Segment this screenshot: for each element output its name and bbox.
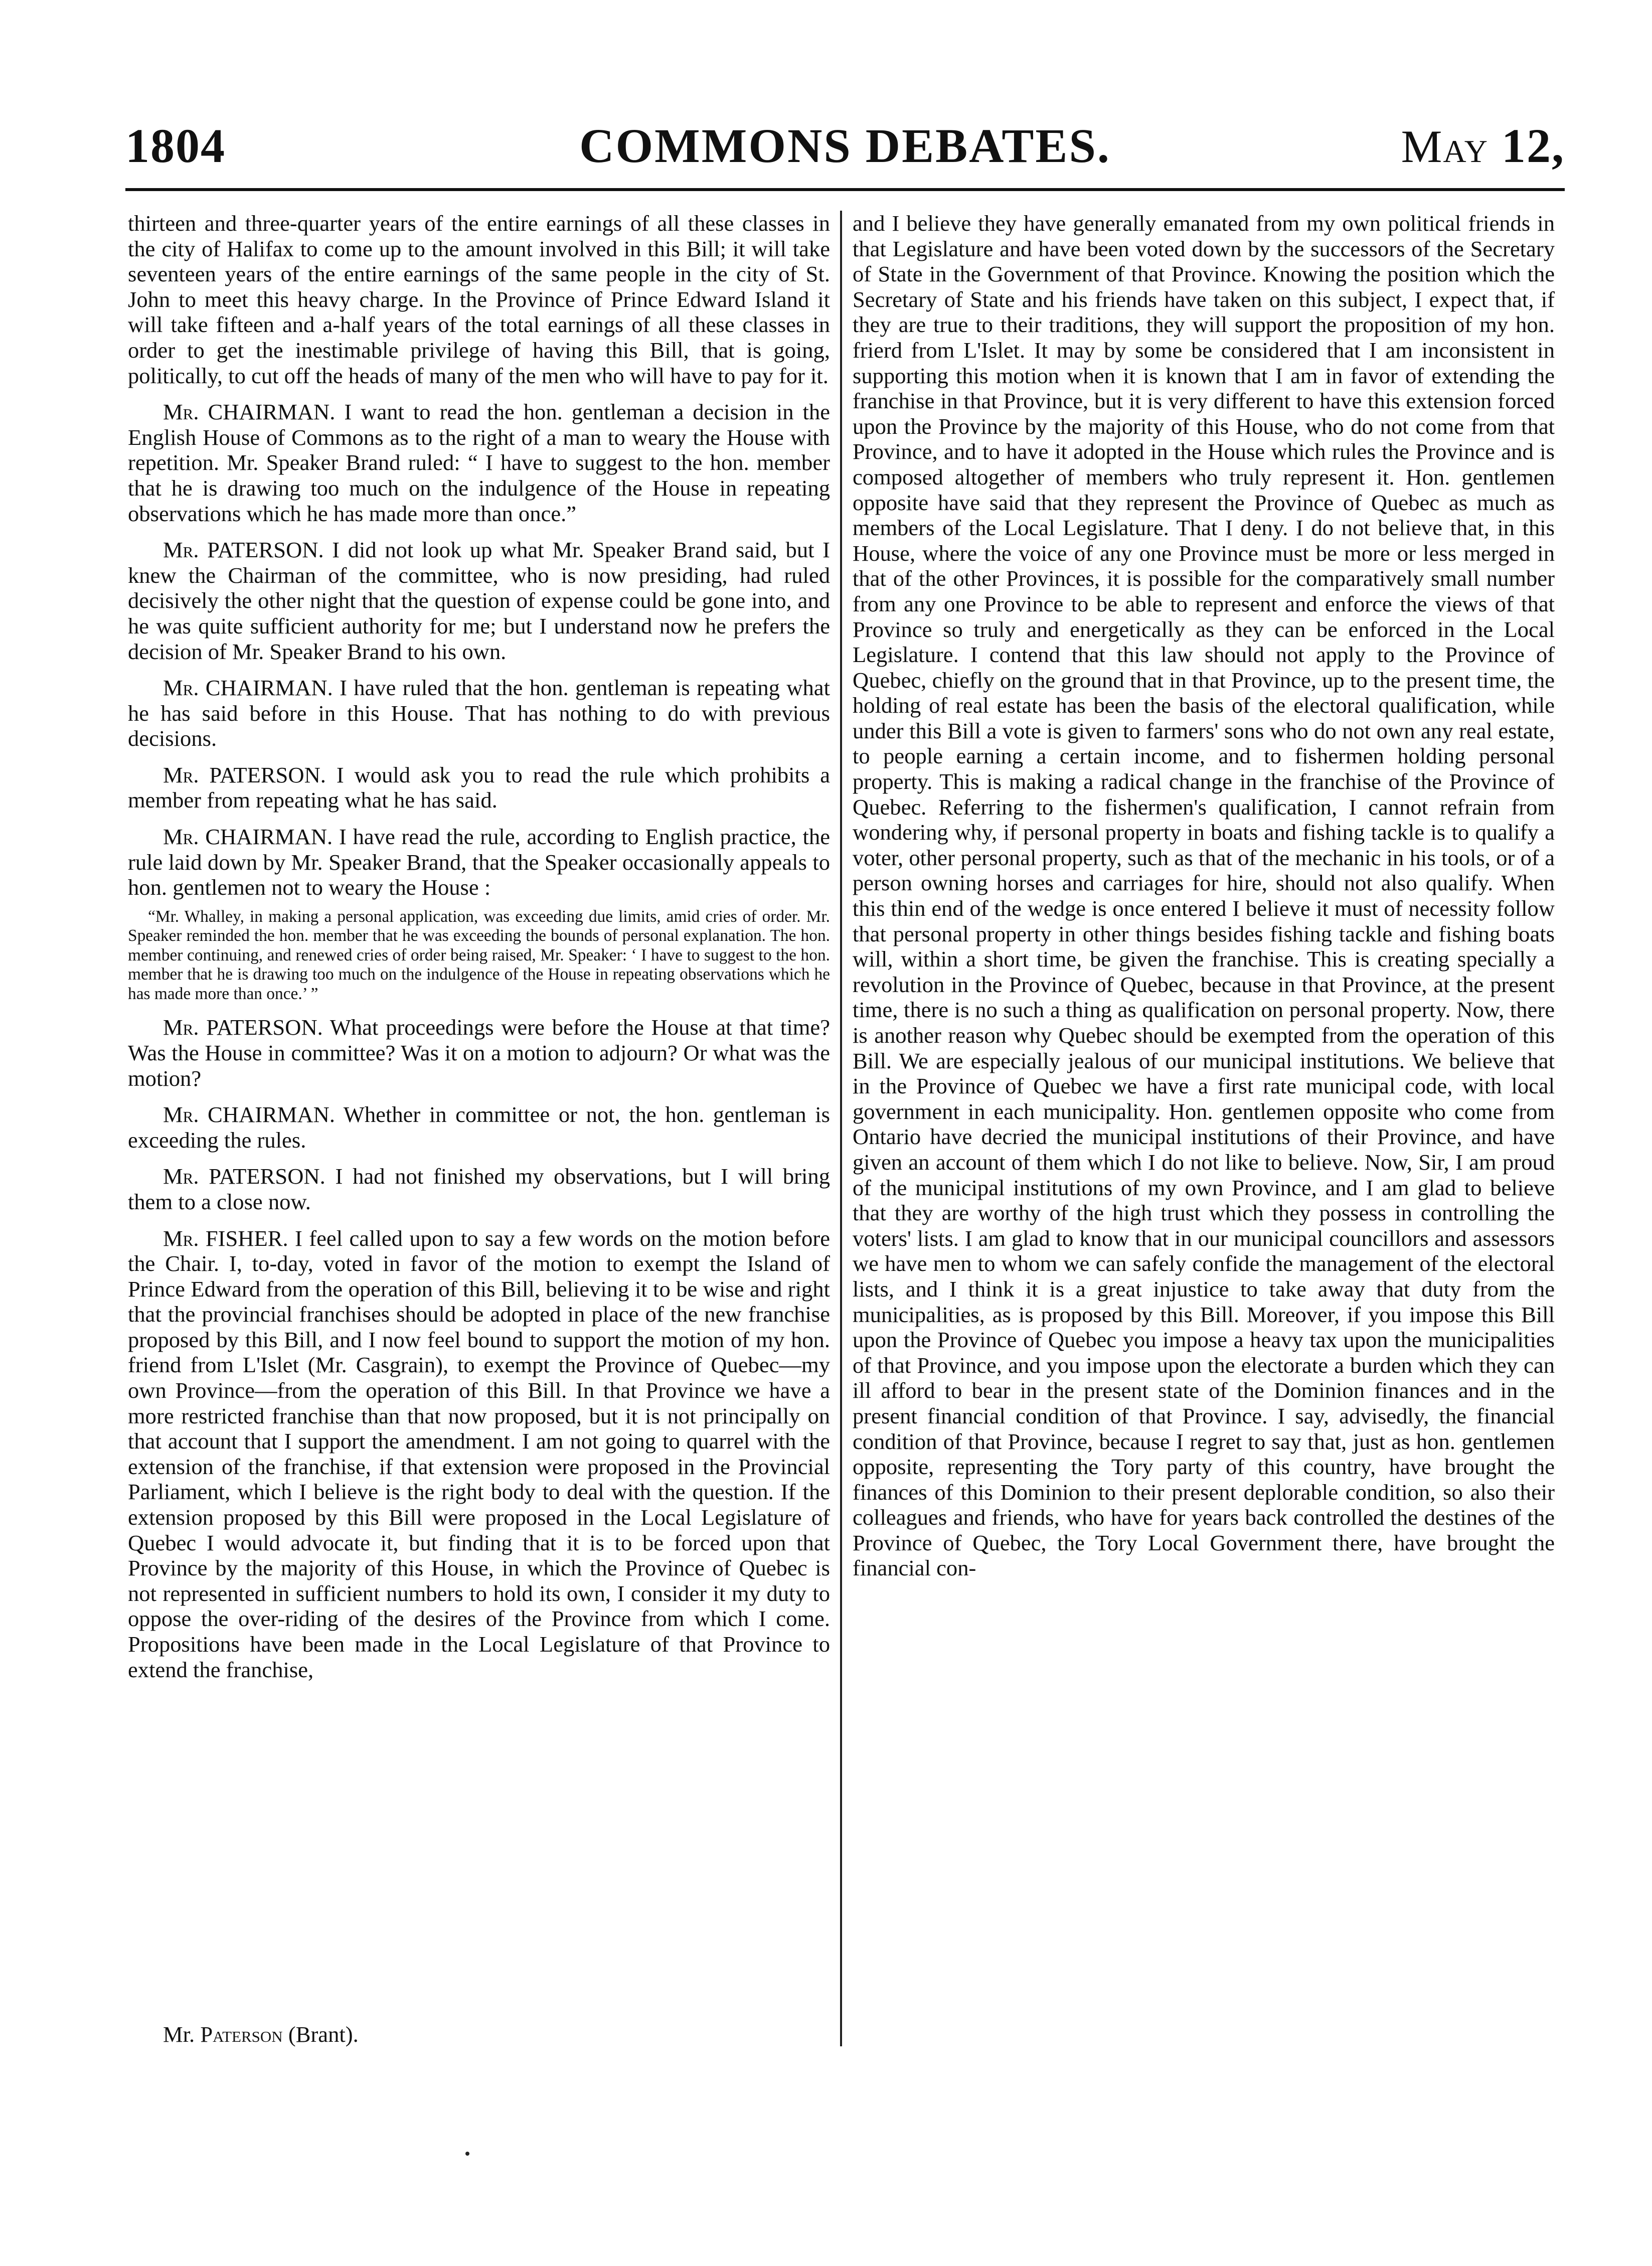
speech-text: I did not look up what Mr. Speaker Brand said, but I knew the Chairman of the committee, who is now presiding, had ruled decisively the other night that the question of expense could be gone into, and he was quite sufficient authority for me; but I understand now he prefers the decision of Mr. Speaker Brand to his own.	[128, 537, 830, 664]
speaker-name: Mr. PATERSON.	[163, 1015, 323, 1040]
speech-text: I feel called upon to say a few words on the motion before the Chair. I, to-day, voted in favor of the motion to exempt the Island of Prince Edward from the operation of this Bill, believing it to be wise and right that the provincial franchises should be adopted in place of the new franchise proposed by this Bill, and I now feel bound to support the motion of my hon. friend from L'Islet (Mr. Casgrain), to exempt the Province of Quebec—my own Province—from the operation of this Bill. In that Province we have a more restricted franchise than that now proposed, but it is not principally on that account that I support the amendment. I am not going to quarrel with the extension of the franchise, if that extension were proposed in the Provincial Parliament, which I believe is the right body to deal with the question. If the extension proposed by this Bill were proposed in the Local Legislature of Quebec I would advocate it, but finding that it is to be forced upon that Province by the majority of this House, in which the Province of Quebec is not represented in sufficient numbers to hold its own, I consider it my duty to oppose the over-riding of the desires of the Province from which I come. Propositions have been made in the Local Legislature of that Province to extend the franchise,	[128, 1225, 830, 1682]
header-date	[1401, 118, 1565, 174]
speech-text: What proceedings were before the House at that time? Was the House in committee? Was it on a motion to adjourn? Or what was the motion?	[128, 1015, 830, 1091]
speech-paragraph	[128, 675, 830, 751]
speech-paragraph	[128, 824, 830, 900]
speech-text: I would ask you to read the rule which prohibits a member from repeating what he has said.	[128, 762, 830, 813]
speech-text: and I believe they have generally emanated from my own political friends in that Legislature and have been voted down by the successors of the Secretary of State in the Government of that Province. Knowing the position which the Secretary of State and his friends have taken on this subject, I expect that, if they are true to their traditions, they will support the proposition of my hon. frierd from L'Islet. It may by some be considered that I am inconsistent in supporting this motion when it is known that I am in favor of extending the franchise in that Province, but it is very different to have this extension forced upon the Province by the majority of this House, who do not come from that Province, and to have it adopted in the House which rules the Province and is composed altogether of members who truly represent it. Hon. gentlemen opposite have said that they represent the Province of Quebec as much as members of the Local Legislature. That I deny. I do not believe that, in this House, where the voice of any one Province must be more or less merged in that of the other Provinces, it is possible for the comparatively small number from any one Province to be able to represent and enforce the views of that Province so truly and energetically as they can be enforced in the Local Legislature. I contend that this law should not apply to the Province of Quebec, chiefly on the ground that in that Province, up to the present time, the holding of real estate has been the basis of the electoral qualification, while under this Bill a vote is given to farmers' sons who do not own any real estate, to people earning a certain income, and to fishermen holding personal property. This is making a radical change in the franchise of the Province of Quebec. Referring to the fishermen's qualification, I cannot refrain from wondering why, if personal property in boats and fishing tackle is to qualify a voter, other personal property, such as that of the mechanic in his tools, or of a person owning horses and carriages for hire, should not also qualify. When this thin end of the wedge is once entered I believe it must of necessity follow that personal property in other things besides fishing tackle and fishing boats will, within a short time, be given the franchise. This is creating specially a revolution in the Province of Quebec, because in that Province, at the present time, there is no such a thing as qualification on personal property. Now, there is another reason why Quebec should be exempted from the operation of this Bill. We are especially jealous of our municipal institutions. We believe that in the Province of Quebec we have a first rate municipal code, with local government in each municipality. Hon. gentlemen opposite who come from Ontario have decried the municipal institutions of their Province, and have given an account of them which I do not like to believe. Now, Sir, I am proud of the municipal institutions of my own Province, and I am glad to believe that they are worthy of the high trust which they possess in controlling the voters' lists. I am glad to know that in our municipal councillors and assessors we have men to whom we can safely confide the management of the electoral lists, and I think it is a great injustice to take away that duty from the municipalities, as is proposed by this Bill. Moreover, if you impose this Bill upon the Province of Quebec you impose a heavy tax upon the municipalities of that Province, and you impose upon the electorate a burden which they can ill afford to bear in the present state of the Dominion finances and in the present financial condition of that Province. I say, advisedly, the financial condition of that Province, because I regret to say that, just as hon. gentlemen opposite, representing the Tory party of this country, have brought the finances of this Dominion to their present deplorable condition, so also their colleagues and friends, who have for years back controlled the destines of the Province of Quebec, the Tory Local Government there, have brought the financial con-	[853, 211, 1555, 1581]
footer-name: Paterson	[200, 2022, 283, 2047]
speech-text: I have ruled that the hon. gentleman is repeating what he has said before in this House. That has nothing to do with previous decisions.	[128, 675, 830, 751]
speaker-name: Mr. PATERSON.	[163, 537, 324, 563]
quoted-passage	[128, 907, 830, 1004]
continued-paragraph	[128, 211, 830, 388]
speaker-name: Mr. CHAIRMAN.	[163, 675, 333, 701]
speaker-name: Mr. PATERSON.	[163, 762, 326, 787]
page-number: 1804	[125, 119, 226, 173]
speech-text: Whether in committee or not, the hon. gentleman is exceeding the rules.	[128, 1102, 830, 1153]
continued-paragraph	[853, 211, 1555, 1581]
speech-paragraph	[128, 1226, 830, 1683]
speech-paragraph	[128, 537, 830, 664]
speech-text: I had not finished my observations, but I will bring them to a close now.	[128, 1164, 830, 1214]
footer-name-prefix: Mr.	[163, 2022, 195, 2047]
speech-text: “Mr. Whalley, in making a personal application, was exceeding due limits, amid cries of order. Mr. Speaker reminded the hon. member that he was exceeding the bounds of personal explanation. The hon. member continuing, and renewed cries of order being raised, Mr. Speaker: ‘ I have to suggest to the hon. member that he is drawing too much on the indulgence of the House in repeating observations which he has made more than once.’ ”	[128, 907, 830, 1003]
footer-name-suffix: (Brant).	[288, 2022, 359, 2047]
header-date-month: May	[1401, 121, 1489, 172]
speech-paragraph	[128, 1102, 830, 1153]
right-column	[853, 211, 1555, 1581]
left-column	[128, 211, 830, 1682]
page-header	[125, 118, 1565, 178]
speaker-name: Mr. PATERSON.	[163, 1164, 325, 1189]
speaker-name: Mr. CHAIRMAN.	[163, 399, 336, 425]
speech-text: I want to read the hon. gentleman a decision in the English House of Commons as to the right of a man to weary the House with repetition. Mr. Speaker Brand ruled: “ I have to suggest to the hon. member that he is drawing too much on the indulgence of the House in repeating observations which he has made more than once.”	[128, 399, 830, 526]
header-date-day: 12,	[1502, 119, 1565, 173]
speech-text: thirteen and three-quarter years of the entire earnings of all these classes in the city of Halifax to come up to the amount involved in this Bill; it will take seventeen years of the entire earnings of the same people in the city of St. John to meet this heavy charge. In the Province of Prince Edward Island it will take fifteen and a-half years of the total earnings of all these classes in order to get the inestimable privilege of having this Bill, that is going, politically, to cut off the heads of many of the men who will have to pay for it.	[128, 211, 830, 388]
speech-paragraph	[128, 1015, 830, 1091]
speech-paragraph	[128, 762, 830, 813]
publication-title: COMMONS DEBATES.	[579, 119, 1111, 173]
speech-text: I have read the rule, according to English practice, the rule laid down by Mr. Speaker Brand, that the Speaker occasionally appeals to hon. gentlemen not to weary the House :	[128, 824, 830, 900]
speech-paragraph	[128, 1164, 830, 1214]
speaker-name: Mr. FISHER.	[163, 1225, 288, 1251]
speaker-name: Mr. CHAIRMAN.	[163, 824, 333, 850]
speech-paragraph	[128, 399, 830, 526]
header-rule	[125, 188, 1565, 191]
running-footer	[163, 2021, 359, 2047]
column-divider	[840, 211, 842, 2046]
page-mark	[465, 2152, 469, 2156]
speaker-name: Mr. CHAIRMAN.	[163, 1102, 335, 1127]
